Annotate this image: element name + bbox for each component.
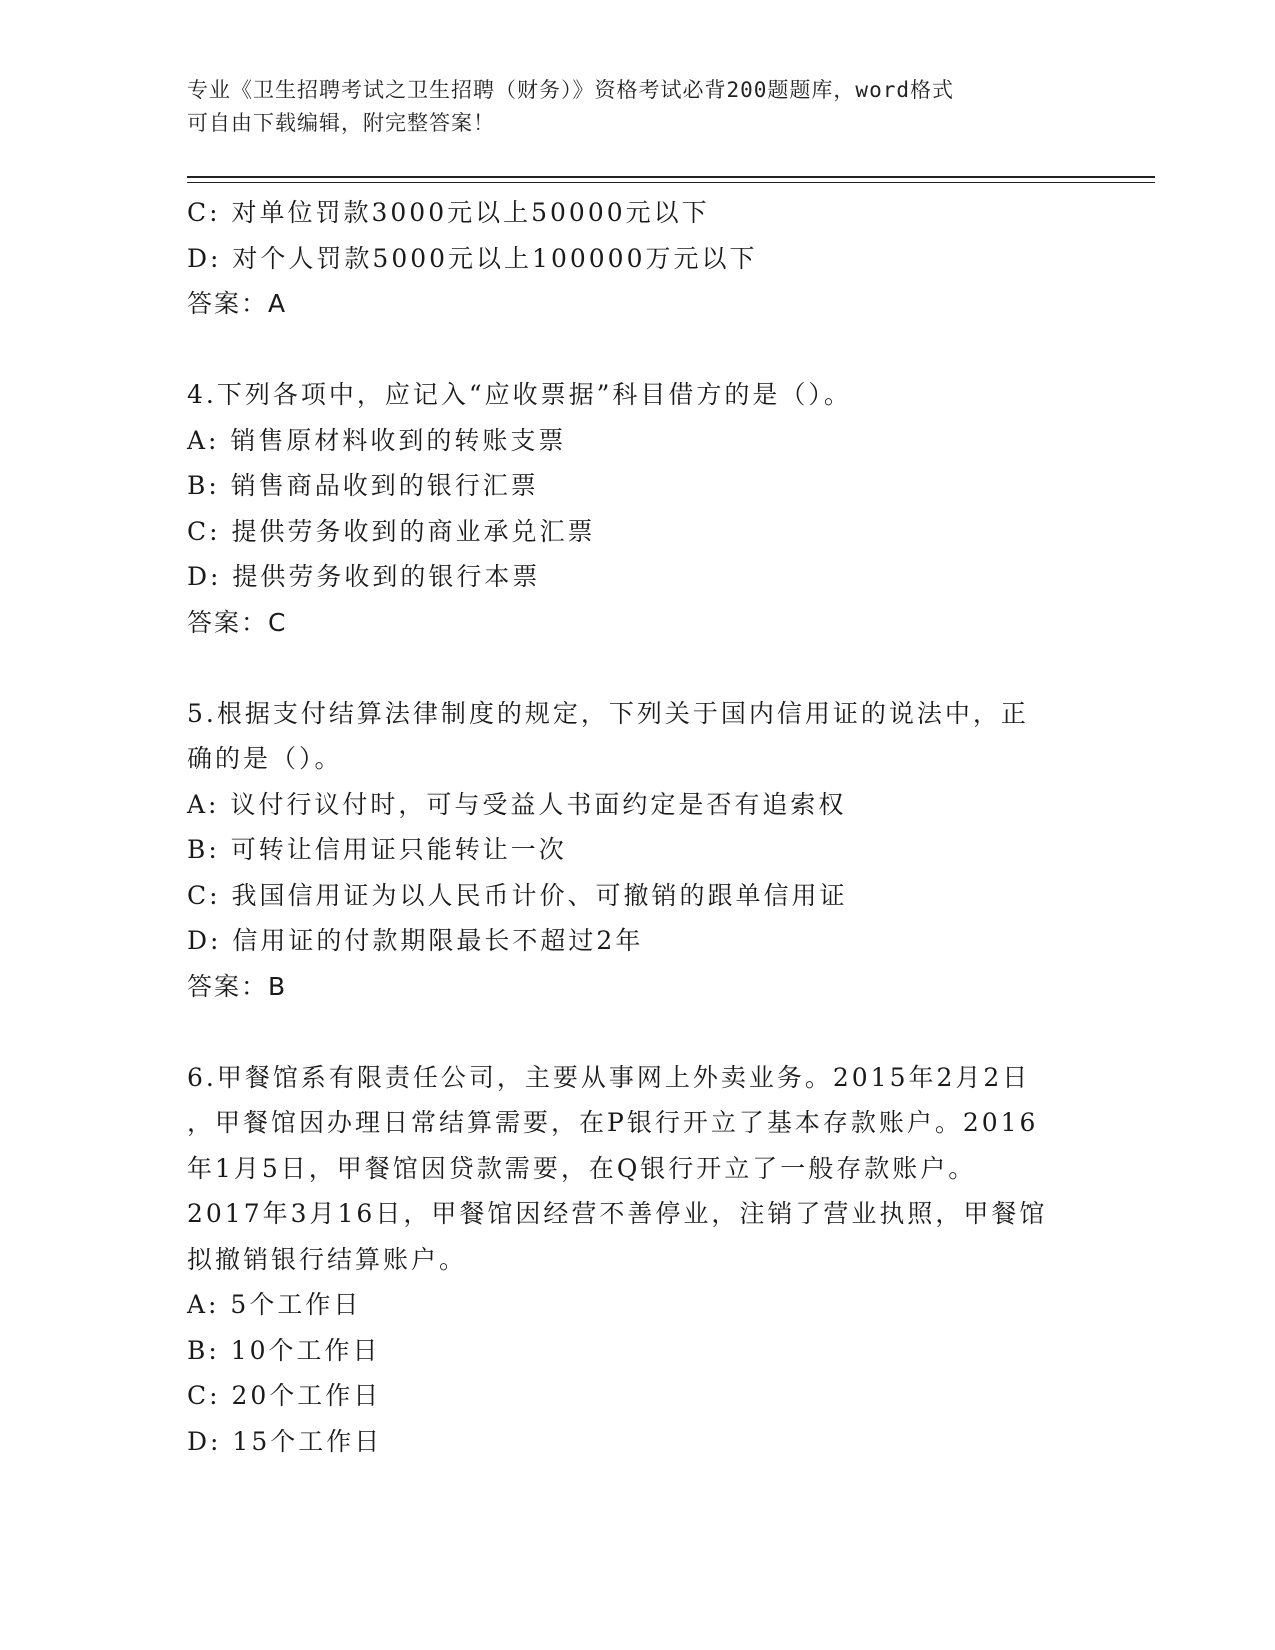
option-d: D: 信用证的付款期限最长不超过2年: [187, 926, 644, 955]
option-a: A: 销售原材料收到的转账支票: [187, 425, 567, 455]
option-a: A: 议付行议付时，可与受益人书面约定是否有追索权: [187, 789, 847, 819]
answer: 答案：B: [187, 971, 288, 1001]
option-d: D: 提供劳务收到的银行本票: [187, 562, 541, 591]
option-b: B: 可转让信用证只能转让一次: [187, 835, 567, 864]
option-a: A: 5个工作日: [187, 1290, 362, 1319]
spacer: [187, 645, 1087, 691]
option-d: D: 对个人罚款5000元以上100000万元以下: [187, 243, 758, 273]
spacer: [187, 327, 1087, 373]
header-line-2: 可自由下载编辑，附完整答案！: [187, 111, 495, 135]
question-list: [187, 190, 1087, 1464]
option-c: C: 20个工作日: [187, 1381, 382, 1410]
header-line-1: 专业《卫生招聘考试之卫生招聘（财务）》资格考试必背200题题库，word格式: [187, 78, 954, 102]
option-b: B: 10个工作日: [187, 1335, 381, 1365]
question-stem-line-5: 拟撤销银行结算账户。: [187, 1244, 468, 1274]
option-c: C: 提供劳务收到的商业承兑汇票: [187, 516, 596, 546]
document-header: [187, 74, 1067, 140]
question-4: [187, 372, 1087, 645]
question-stem-line-2: ，甲餐馆因办理日常结算需要，在P银行开立了基本存款账户。2016: [187, 1108, 1039, 1137]
question-3: [187, 190, 1087, 327]
spacer: [187, 1009, 1087, 1055]
option-c: C: 我国信用证为以人民币计价、可撤销的跟单信用证: [187, 880, 848, 910]
header-rule-thick: [187, 176, 1155, 178]
question-stem: 4.下列各项中，应记入“应收票据”科目借方的是（）。: [187, 380, 852, 409]
question-stem-line-2: 确的是（）。: [187, 744, 343, 773]
option-b: B: 销售商品收到的银行汇票: [187, 471, 539, 500]
answer: 答案：C: [187, 607, 288, 637]
option-c: C: 对单位罚款3000元以上50000元以下: [187, 198, 710, 227]
question-stem-line-1: 6.甲餐馆系有限责任公司，主要从事网上外卖业务。2015年2月2日: [187, 1062, 1031, 1092]
option-d: D: 15个工作日: [187, 1426, 383, 1456]
header-rule-thin: [187, 182, 1155, 183]
question-6: [187, 1055, 1087, 1465]
question-stem-line-4: 2017年3月16日，甲餐馆因经营不善停业，注销了营业执照，甲餐馆: [187, 1199, 1048, 1228]
question-stem-line-3: 年1月5日，甲餐馆因贷款需要，在Q银行开立了一般存款账户。: [187, 1153, 977, 1183]
question-5: [187, 691, 1087, 1010]
answer: 答案：A: [187, 289, 288, 318]
question-stem-line-1: 5.根据支付结算法律制度的规定，下列关于国内信用证的说法中，正: [187, 698, 1029, 728]
